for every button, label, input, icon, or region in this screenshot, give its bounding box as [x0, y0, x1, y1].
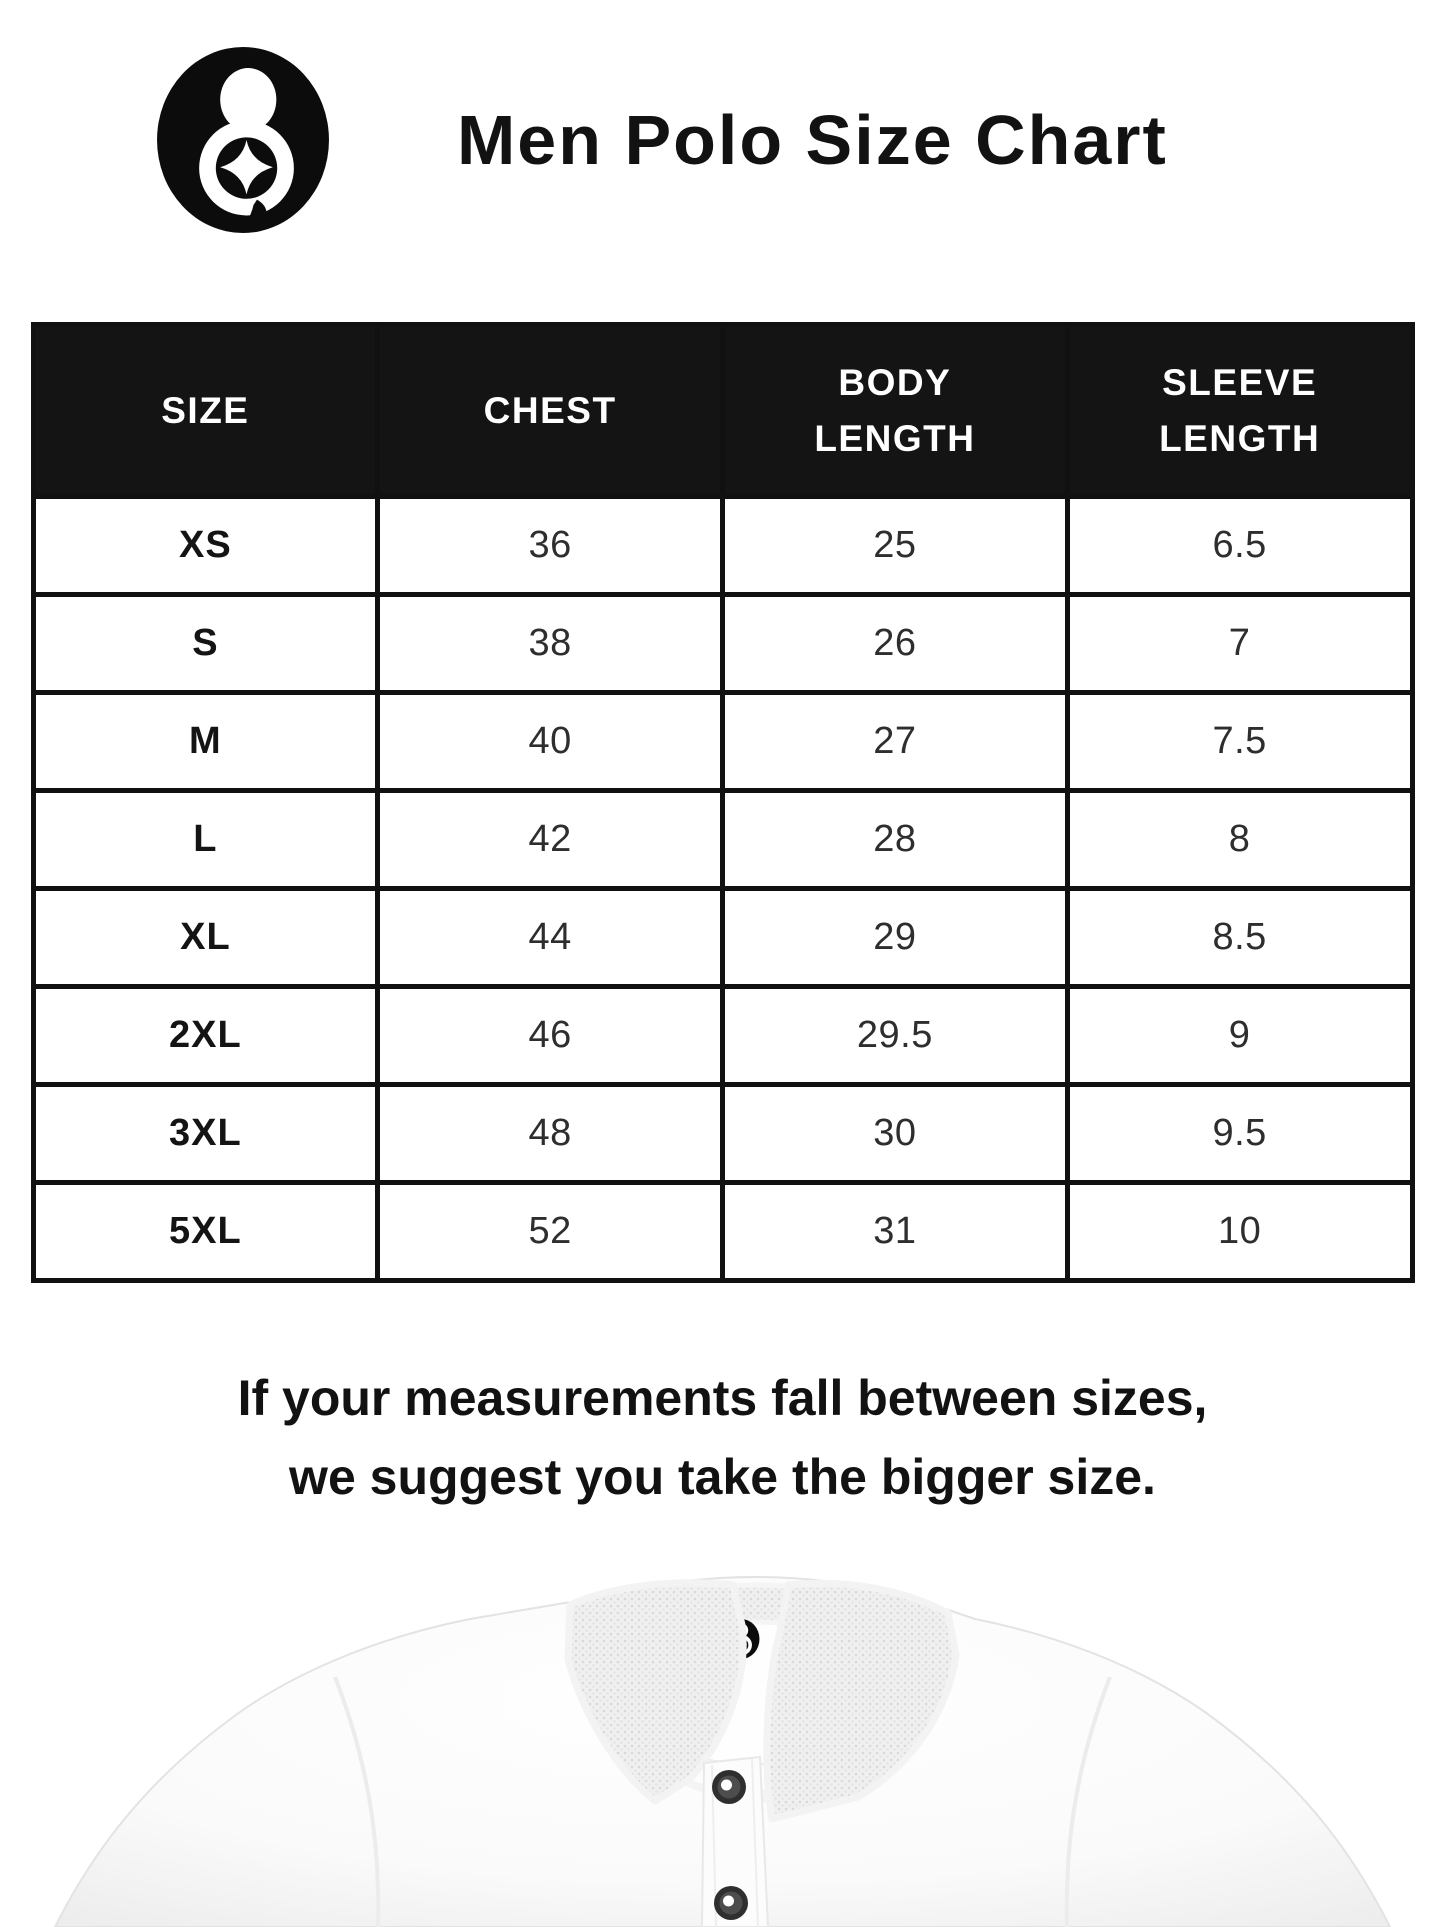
table-row — [33, 595, 1412, 693]
value-cell: 46 — [378, 987, 723, 1085]
value-cell: 29.5 — [723, 987, 1068, 1085]
table-row — [33, 1085, 1412, 1183]
size-cell: 3XL — [33, 1085, 378, 1183]
size-note — [0, 1359, 1445, 1517]
value-cell: 52 — [378, 1183, 723, 1281]
value-cell: 44 — [378, 889, 723, 987]
table-row — [33, 497, 1412, 595]
table-row — [33, 693, 1412, 791]
value-cell: 36 — [378, 497, 723, 595]
mother-baby-logo-icon — [155, 47, 331, 233]
value-cell: 6.5 — [1067, 497, 1412, 595]
value-cell: 7 — [1067, 595, 1412, 693]
value-cell: 31 — [723, 1183, 1068, 1281]
size-cell: XS — [33, 497, 378, 595]
size-cell: L — [33, 791, 378, 889]
value-cell: 29 — [723, 889, 1068, 987]
value-cell: 10 — [1067, 1183, 1412, 1281]
size-cell: M — [33, 693, 378, 791]
value-cell: 48 — [378, 1085, 723, 1183]
table-row — [33, 987, 1412, 1085]
value-cell: 27 — [723, 693, 1068, 791]
page-title: Men Polo Size Chart — [457, 101, 1168, 179]
size-cell: 2XL — [33, 987, 378, 1085]
table-row — [33, 791, 1412, 889]
value-cell: 8.5 — [1067, 889, 1412, 987]
polo-button-bottom — [714, 1886, 748, 1920]
value-cell: 38 — [378, 595, 723, 693]
column-header: CHEST — [378, 325, 723, 497]
column-header: SIZE — [33, 325, 378, 497]
value-cell: 26 — [723, 595, 1068, 693]
value-cell: 9.5 — [1067, 1085, 1412, 1183]
value-cell: 8 — [1067, 791, 1412, 889]
size-cell: 5XL — [33, 1183, 378, 1281]
polo-button-top — [712, 1770, 746, 1804]
polo-shirt-image — [0, 1527, 1445, 1927]
value-cell: 9 — [1067, 987, 1412, 1085]
value-cell: 42 — [378, 791, 723, 889]
size-note-line2: we suggest you take the bigger size. — [289, 1449, 1156, 1505]
value-cell: 40 — [378, 693, 723, 791]
size-table-head — [33, 325, 1412, 497]
size-table — [31, 322, 1415, 1283]
column-header: BODY LENGTH — [723, 325, 1068, 497]
size-table-body — [33, 497, 1412, 1281]
size-cell: XL — [33, 889, 378, 987]
size-note-line1: If your measurements fall between sizes, — [237, 1370, 1208, 1426]
size-table-header-row — [33, 325, 1412, 497]
size-cell: S — [33, 595, 378, 693]
header — [0, 0, 1445, 233]
column-header: SLEEVE LENGTH — [1067, 325, 1412, 497]
value-cell: 30 — [723, 1085, 1068, 1183]
value-cell: 25 — [723, 497, 1068, 595]
polo-shirt-drawing — [0, 1527, 1445, 1927]
table-row — [33, 889, 1412, 987]
value-cell: 7.5 — [1067, 693, 1412, 791]
table-row — [33, 1183, 1412, 1281]
value-cell: 28 — [723, 791, 1068, 889]
